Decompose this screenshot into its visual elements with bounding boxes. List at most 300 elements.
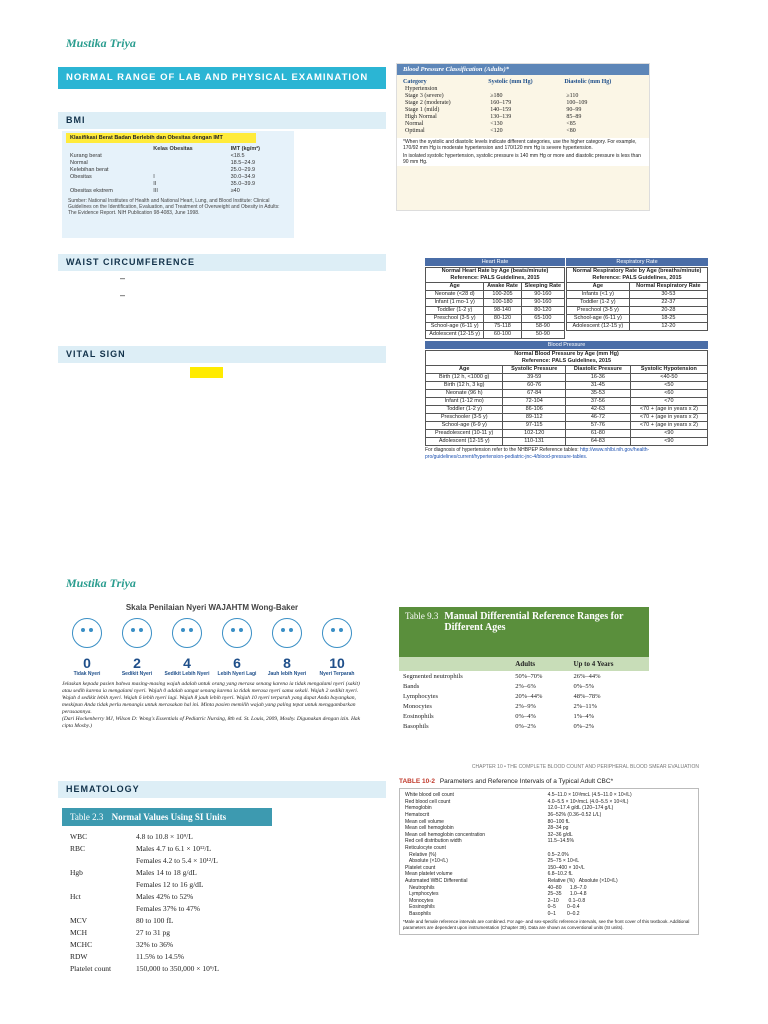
pbp-row-cell: 86-106 [503, 406, 566, 414]
pbp-row [426, 422, 708, 430]
bp-row-cell: 140–159 [490, 106, 512, 113]
hematology-label: Table 2.3 [70, 812, 104, 822]
pbp-row-cell: Birth (12 h, <1000 g) [426, 374, 503, 382]
pbp-row-cell: <70 [630, 398, 707, 406]
cbc-row-cell: 32–36 g/dL [547, 831, 573, 838]
hr-row [426, 307, 565, 315]
column-header: Normal Respiratory Rate [629, 283, 707, 291]
bmi-source: Sumber: National Institutes of Health and National Heart, Lung, and Blood Institute: Clinical Guidelines on the Identification, Evaluation, and Treatment of Overweight and Obesity in Adults: The Evidence Report. NIH Publication 98-4083, June 1998. [68, 198, 280, 216]
differential-row-cell: 1%–4% [573, 712, 595, 720]
bmi-row-cell: II [153, 180, 157, 187]
bmi-row [68, 166, 288, 173]
pain-face-label: Jauh lebih Nyeri [267, 671, 307, 677]
cbc-row-cell: Lymphocytes [405, 891, 439, 898]
bp-row [403, 113, 645, 120]
bmi-row-cell: Normal [70, 159, 88, 166]
differential-row-cell: Segmented neutrophils [403, 672, 463, 680]
bp-row [403, 85, 645, 92]
differential-header [399, 607, 649, 657]
differential-row [399, 681, 649, 691]
pbp-row-cell: 60-76 [503, 382, 566, 390]
bmi-heading: BMI [58, 112, 386, 129]
cbc-row-cell: Absolute (×10⁹/L) [405, 858, 448, 865]
cbc-row-cell: 4.0–5.5 × 10⁶/mcL (4.0–5.5 × 10¹²/L) [547, 798, 629, 805]
differential-row-cell: Eosinophils [403, 712, 434, 720]
rr-title: Normal Respiratory Rate by Age (breaths/minute) Reference: PALS Guidelines, 2015 [567, 268, 708, 283]
pbp-row-cell: Infant (1-12 mo) [426, 398, 503, 406]
highlight-marker [190, 367, 223, 378]
pbp-row-cell: 42-63 [565, 406, 630, 414]
face-icon [322, 618, 352, 648]
differential-row-cell: Monocytes [403, 702, 432, 710]
hematology-row [62, 914, 272, 926]
hematology-row [62, 938, 272, 950]
pediatric-vitals [425, 258, 708, 461]
cbc-row [403, 884, 695, 891]
differential-row-cell: 50%–70% [515, 672, 543, 680]
column-header: Sleeping Rate [521, 283, 564, 291]
cbc-row-cell: Monocytes [405, 897, 434, 904]
table-header-row [399, 657, 649, 671]
cbc-row-cell: Red blood cell count [405, 798, 451, 805]
rr-row-cell: Preschool (3-5 y) [567, 307, 630, 315]
cbc-row-cell: 25–35 1.0–4.8 [547, 891, 587, 898]
differential-row-cell: 0%–4% [515, 712, 536, 720]
rr-row [567, 307, 708, 315]
cbc-row-cell: 0.5–2.0% [547, 851, 569, 858]
pbp-row-cell: <60 [630, 390, 707, 398]
pain-face-item [264, 618, 310, 677]
hematology-row-cell: Females 4.2 to 5.4 × 10¹²/L [136, 855, 218, 865]
hematology-row-cell: Females 37% to 47% [136, 903, 200, 913]
differential-row-cell: Basophils [403, 722, 429, 730]
hematology-row-cell: 80 to 100 fL [136, 915, 174, 925]
hr-row-cell: 90-160 [521, 299, 564, 307]
cbc-row-cell: 150–400 × 10⁹/L [547, 864, 585, 871]
waist-dash-1: – [120, 273, 126, 283]
pbp-row-cell: 67-84 [503, 390, 566, 398]
hematology-heading: HEMATOLOGY [58, 781, 386, 798]
bmi-row [68, 159, 288, 166]
bmi-row-cell: 18.5–24.9 [230, 159, 256, 166]
bmi-row-cell [151, 152, 228, 159]
pbp-row-cell: <90 [630, 438, 707, 446]
bp-row-cell: Stage 1 (mild) [405, 106, 440, 113]
pbp-footnote: For diagnosis of hypertension refer to the NHBPEP Reference tables: http://www.nhlbi.nih.gov/health-pro/guidelines/current/hypertension-pediatric-jnc-4/blood-pressure-tables. [425, 447, 650, 460]
hematology-row [62, 926, 272, 938]
differential-card [399, 607, 649, 755]
pain-scale [62, 603, 362, 730]
cbc-row-cell: 6.8–10.2 fL [547, 871, 573, 878]
pain-face-label: Tidak Nyeri [73, 671, 101, 677]
differential-row-cell: 2%–6% [515, 682, 536, 690]
bp-row-cell [564, 85, 645, 92]
column-header: Adults [515, 660, 536, 668]
hematology-row-cell: Females 12 to 16 g/dL [136, 879, 204, 889]
differential-title: Manual Differential Reference Ranges for Different Ages [444, 611, 624, 633]
bmi-row-cell: 30.0–34.9 [230, 173, 256, 180]
pbp-row-cell: 110-131 [503, 438, 566, 446]
hr-row-cell: 75-118 [484, 323, 521, 331]
bp-row-cell: ≥110 [566, 92, 579, 99]
hematology-row [62, 830, 272, 842]
differential-row-cell: Lymphocytes [403, 692, 439, 700]
hematology-row-cell: WBC [70, 831, 88, 841]
hematology-row-cell: MCH [70, 927, 88, 937]
differential-label: Table 9.3 [405, 611, 439, 621]
cbc-row-cell: 0–5 0–0.4 [547, 904, 580, 911]
waist-heading: WAIST CIRCUMFERENCE [58, 254, 386, 271]
bp-row-cell: 90–99 [566, 106, 582, 113]
cbc-row-cell: Hemoglobin [405, 805, 432, 812]
differential-row [399, 711, 649, 721]
cbc-row-cell: 12.0–17.4 g/dL (120–174 g/L) [547, 805, 614, 812]
differential-row-cell: 48%–78% [573, 692, 601, 700]
pbp-row-cell: Preadolescent (10-11 y) [426, 430, 503, 438]
pbp-row [426, 382, 708, 390]
hematology-row-cell: Males 14 to 18 g/dL [136, 867, 197, 877]
cbc-title: Parameters and Reference Intervals of a Typical Adult CBC* [439, 778, 614, 785]
pbp-row-cell: 35-53 [565, 390, 630, 398]
pbp-title: Normal Blood Pressure by Age (mm Hg) Reference: PALS Guidelines, 2015 [426, 351, 708, 366]
cbc-table [403, 792, 695, 917]
pbp-row-cell: 61-80 [565, 430, 630, 438]
bp-row-cell: Optimal [405, 127, 425, 134]
cbc-row [403, 845, 695, 852]
pain-face-item [214, 618, 260, 677]
rr-row [567, 323, 708, 331]
hematology-row-cell [62, 878, 132, 890]
respiratory-rate-bar: Respiratory Rate [566, 258, 708, 266]
pain-face-label: Sedikit Nyeri [121, 671, 153, 677]
cbc-row-cell: Mean cell hemoglobin [405, 825, 454, 832]
pbp-row-cell: <70 + (age in years x 2) [630, 406, 707, 414]
column-header: Systolic Hypotension [630, 366, 707, 374]
heart-rate-table [425, 267, 565, 339]
bp-row-cell: Stage 3 (severe) [405, 92, 444, 99]
column-header: Age [426, 366, 503, 374]
cbc-row-cell: Platelet count [405, 864, 436, 871]
pain-face-item [114, 618, 160, 677]
hematology-title: Normal Values Using SI Units [111, 812, 227, 822]
pbp-row-cell: School-age (6-9 y) [426, 422, 503, 430]
pain-face-number: 10 [329, 655, 345, 671]
pbp-row-cell: Neonate (96 h) [426, 390, 503, 398]
bp-row-cell: <120 [490, 127, 503, 134]
cbc-row [403, 865, 695, 872]
bp-row [403, 92, 645, 99]
bmi-row-cell [68, 180, 151, 187]
pbp-row-cell: 16-36 [565, 374, 630, 382]
bmi-row-cell: Obesitas [70, 173, 92, 180]
cbc-row [403, 858, 695, 865]
pain-face-item [314, 618, 360, 677]
pain-title: Skala Penilaian Nyeri WAJAHTM Wong-Baker [125, 603, 299, 612]
pain-face-number: 4 [183, 655, 191, 671]
brand-name: Mustika Triya [66, 36, 136, 50]
bp-row-cell: Normal [405, 120, 424, 127]
pbp-row [426, 374, 708, 382]
bp-row-cell: <130 [490, 120, 503, 127]
vital-heading: VITAL SIGN [58, 346, 386, 363]
bmi-table [68, 145, 288, 194]
rr-row-cell: 18-25 [629, 315, 707, 323]
cbc-row-cell: Hematocrit [405, 812, 430, 819]
bmi-row [68, 180, 288, 187]
hematology-table [62, 830, 272, 974]
cbc-row-cell: Eosinophils [405, 904, 435, 911]
bmi-table-title: Klasifikasi Berat Badan Berlebih dan Obesitas dengan IMT [66, 133, 256, 143]
cbc-table-wrap [399, 788, 699, 935]
bmi-row-cell [151, 166, 228, 173]
bp-row [403, 99, 645, 106]
pain-face-number: 8 [283, 655, 291, 671]
pbp-row-cell: 89-112 [503, 414, 566, 422]
pbp-row-cell: Adolescent (12-15 y) [426, 438, 503, 446]
hr-row-cell: 100-180 [484, 299, 521, 307]
hematology-row [62, 890, 272, 902]
hr-row [426, 315, 565, 323]
bmi-row-cell: III [153, 187, 158, 194]
pbp-row-cell: <50 [630, 382, 707, 390]
pbp-row-cell: 39-59 [503, 374, 566, 382]
pbp-row-cell: Birth (12 h, 3 kg) [426, 382, 503, 390]
cbc-row-cell: 28–34 pg [547, 825, 569, 832]
bp-row-cell: Stage 2 (moderate) [405, 99, 451, 106]
table-header-row [426, 283, 565, 291]
rr-row-cell: Adolescent (12-15 y) [567, 323, 630, 331]
differential-table [399, 657, 649, 731]
hematology-row-cell: RDW [70, 951, 88, 961]
cbc-row-cell: White blood cell count [405, 792, 454, 799]
column-header: Awake Rate [484, 283, 521, 291]
hr-row-cell: Infant (1 mo-1 y) [426, 299, 484, 307]
cbc-row-cell: Automated WBC Differential [405, 878, 468, 885]
cbc-row [403, 904, 695, 911]
cbc-row-cell: 4.5–11.0 × 10³/mcL (4.5–11.0 × 10⁹/L) [547, 792, 632, 799]
cbc-row-cell: Reticulocyte count [405, 845, 446, 852]
hematology-header [62, 808, 272, 826]
pain-credit: (Dari Hockenberry MJ, Wilson D: Wong's Essentials of Pediatric Nursing, 8th ed. St. Louis, 2009, Mosby. Digunakan dengan izin. Hak cipta Mosby.) [62, 716, 361, 729]
hr-row-cell: Neonate (<28 d) [426, 291, 484, 299]
bmi-row-cell [151, 159, 228, 166]
hematology-row-cell: 11.5% to 14.5% [136, 951, 185, 961]
cbc-row [403, 832, 695, 839]
table-header-row [426, 366, 708, 374]
pain-face-number: 2 [133, 655, 141, 671]
pbp-row-cell: Toddler (1-2 y) [426, 406, 503, 414]
column-header: Age [426, 283, 484, 291]
hr-row-cell: 65-100 [521, 315, 564, 323]
face-icon [122, 618, 152, 648]
cbc-row-cell: 11.5–14.5% [547, 838, 574, 845]
nhbpep-link[interactable]: http://www.nhlbi.nih.gov/health-pro/guidelines/current/hypertension-pediatric-jnc-4/blood-pressure-tables. [425, 447, 650, 460]
column-header: Systolic (mm Hg) [488, 79, 533, 85]
bmi-col1: Kelas Obesitas [153, 145, 193, 152]
pain-faces [62, 618, 362, 677]
differential-row [399, 691, 649, 701]
cbc-row-cell: Basophils [405, 910, 431, 917]
cbc-card [399, 764, 699, 1024]
pbp-row-cell: <40-50 [630, 374, 707, 382]
bp-table [403, 79, 645, 134]
hematology-row [62, 962, 272, 974]
cbc-row-cell: Relative (%) Absolute (×10⁹/L) [547, 878, 618, 885]
pbp-row-cell: 31-45 [565, 382, 630, 390]
column-header: Diastolic (mm Hg) [564, 79, 612, 85]
cbc-row-cell: 25–75 × 10⁹/L [547, 858, 580, 865]
hematology-row-cell: 32% to 36% [136, 939, 174, 949]
hr-row-cell: 58-90 [521, 323, 564, 331]
face-icon [172, 618, 202, 648]
cbc-row-cell: Neutrophils [405, 884, 435, 891]
cbc-row-cell: Mean platelet volume [405, 871, 453, 878]
pain-face-number: 6 [233, 655, 241, 671]
differential-row [399, 671, 649, 681]
differential-row-cell: 2%–11% [573, 702, 598, 710]
hr-row-cell: Preschool (3-5 y) [426, 315, 484, 323]
cbc-row [403, 805, 695, 812]
face-icon [272, 618, 302, 648]
pain-face-number: 0 [83, 655, 91, 671]
cbc-label: TABLE 10-2 [399, 778, 435, 785]
pain-face-label: Nyeri Terparah [319, 671, 355, 677]
bmi-row [68, 173, 288, 180]
pain-face-label: Lebih Nyeri Lagi [217, 671, 257, 677]
hr-row-cell: 90-160 [521, 291, 564, 299]
rr-row [567, 315, 708, 323]
bp-row [403, 127, 645, 134]
column-header: Up to 4 Years [573, 660, 614, 668]
hematology-row [62, 842, 272, 854]
bp-title: Blood Pressure Classification (Adults)* [397, 64, 649, 75]
hematology-row-cell: 27 to 31 pg [136, 927, 170, 937]
hematology-row-cell: Platelet count [70, 963, 112, 973]
cbc-row-cell: 36–52% (0.36–0.52 L/L) [547, 812, 602, 819]
brand-name-2: Mustika Triya [66, 576, 136, 590]
hematology-row-cell [62, 854, 132, 866]
page-title: NORMAL RANGE OF LAB AND PHYSICAL EXAMINATION [58, 67, 386, 89]
pbp-row-cell: <70 + (age in years x 2) [630, 422, 707, 430]
differential-row-cell: Bands [403, 682, 420, 690]
column-header: Systolic Pressure [503, 366, 566, 374]
cbc-row-cell: 2–10 0.1–0.8 [547, 897, 586, 904]
pain-description: Jelaskan kepada pasien bahwa masing-masing wajah adalah untuk orang yang merasa senang karena ia tidak mengalami nyeri (sakit) atau sedih karena ia mengalami nyeri. Wajah 0 adalah sangat senang karena ia tidak merasa nyeri sama sekali. Wajah 2 sedikit nyeri. Wajah 4 sedikit lebih nyeri. Wajah 6 lebih nyeri lagi. Wajah 8 jauh lebih nyeri. Wajah 10 nyeri terparah yang dapat Anda bayangkan, meskipun Anda tidak perlu menangis untuk merasakan hal ini. Minta pasien memilih wajah yang paling tepat untuk menggambarkan perasaannya. [62, 681, 360, 715]
column-header [399, 657, 511, 671]
column-header: Diastolic Pressure [565, 366, 630, 374]
bmi-row-cell: I [153, 173, 155, 180]
pbp-row-cell: <90 [630, 430, 707, 438]
cbc-row [403, 878, 695, 885]
bp-note-1: *When the systolic and diastolic levels indicate different categories, use the higher category. For example, 170/92 mm Hg is moderate hypertension and 170/120 mm Hg is severe hypertension. [397, 138, 649, 152]
cbc-row [403, 851, 695, 858]
cbc-row-cell: 40–80 1.8–7.0 [547, 884, 587, 891]
hematology-row-cell [62, 902, 132, 914]
differential-row-cell: 0%–2% [515, 722, 536, 730]
heart-rate-bar: Heart Rate [425, 258, 565, 266]
pbp-row [426, 390, 708, 398]
face-icon [222, 618, 252, 648]
hematology-row-cell: RBC [70, 843, 86, 853]
face-icon [72, 618, 102, 648]
hematology-row-cell: Males 42% to 52% [136, 891, 194, 901]
bp-row-cell: Hypertension [405, 85, 438, 92]
bp-row-cell: <85 [566, 120, 576, 127]
pain-face-item [64, 618, 110, 677]
hr-row-cell: 50-90 [521, 331, 564, 339]
bp-row-cell: 130–139 [490, 113, 512, 120]
hr-title: Normal Heart Rate by Age (beats/minute) Reference: PALS Guidelines, 2015 [426, 268, 565, 283]
hematology-row-cell: Hgb [70, 867, 83, 877]
cbc-row-cell: 80–100 fL [547, 818, 570, 825]
differential-row [399, 701, 649, 711]
hematology-row [62, 878, 272, 890]
pbp-row-cell: 46-72 [565, 414, 630, 422]
cbc-row [403, 898, 695, 905]
hr-row-cell: 60-100 [484, 331, 521, 339]
cbc-row [403, 812, 695, 819]
bmi-row-cell: Obesitas ekstrem [70, 187, 113, 194]
bmi-table-card [62, 131, 294, 238]
cbc-header [399, 778, 699, 785]
bmi-row-cell: 35.0–39.9 [230, 180, 256, 187]
bmi-row-cell: Kurang berat [70, 152, 102, 159]
cbc-row [403, 818, 695, 825]
pbp-row [426, 438, 708, 446]
hr-row [426, 299, 565, 307]
cbc-row [403, 838, 695, 845]
hr-row-cell: 100-205 [484, 291, 521, 299]
differential-row-cell: 0%–2% [573, 722, 595, 730]
pbp-row-cell: 37-56 [565, 398, 630, 406]
bp-row-cell [488, 85, 564, 92]
pbp-row-cell: 97-115 [503, 422, 566, 430]
rr-row-cell: 30-53 [629, 291, 707, 299]
bp-row [403, 120, 645, 127]
hematology-row-cell: 4.8 to 10.8 × 10⁹/L [136, 831, 193, 841]
cbc-row [403, 891, 695, 898]
hr-row [426, 331, 565, 339]
cbc-row-cell: Relative (%) [405, 851, 437, 858]
pbp-row [426, 398, 708, 406]
cbc-note: *Male and female reference intervals are combined. For age- and sex-specific reference intervals, see the front cover of this textbook. Additional parameters are dependent upon instrumentation (Chapter 39). Data are shown as conventional units (SI units). [403, 919, 690, 931]
pediatric-bp-table [425, 350, 708, 446]
hematology-row [62, 854, 272, 866]
hr-row-cell: 80-120 [484, 315, 521, 323]
hr-row [426, 291, 565, 299]
hematology-row-cell: MCHC [70, 939, 93, 949]
pbp-row-cell: 57-76 [565, 422, 630, 430]
pbp-row [426, 430, 708, 438]
pain-face-item [164, 618, 210, 677]
blood-pressure-bar: Blood Pressure [425, 341, 708, 349]
bp-row-cell: 100–109 [566, 99, 588, 106]
rr-row-cell: School-age (6-11 y) [567, 315, 630, 323]
differential-row-cell: 0%–5% [573, 682, 595, 690]
cbc-row [403, 792, 695, 799]
hematology-row-cell: 150,000 to 350,000 × 10⁹/L [136, 963, 220, 973]
bmi-row-cell: ≥40 [230, 187, 240, 194]
hematology-row [62, 866, 272, 878]
pbp-row-cell: Preschooler (3-5 y) [426, 414, 503, 422]
cbc-row-cell: Red cell distribution width [405, 838, 462, 845]
pain-face-label: Sedikit Lebih Nyeri [164, 671, 210, 677]
pbp-row [426, 406, 708, 414]
differential-row-cell: 20%–44% [515, 692, 543, 700]
pbp-row [426, 414, 708, 422]
hematology-row [62, 950, 272, 962]
bmi-row [68, 152, 288, 159]
